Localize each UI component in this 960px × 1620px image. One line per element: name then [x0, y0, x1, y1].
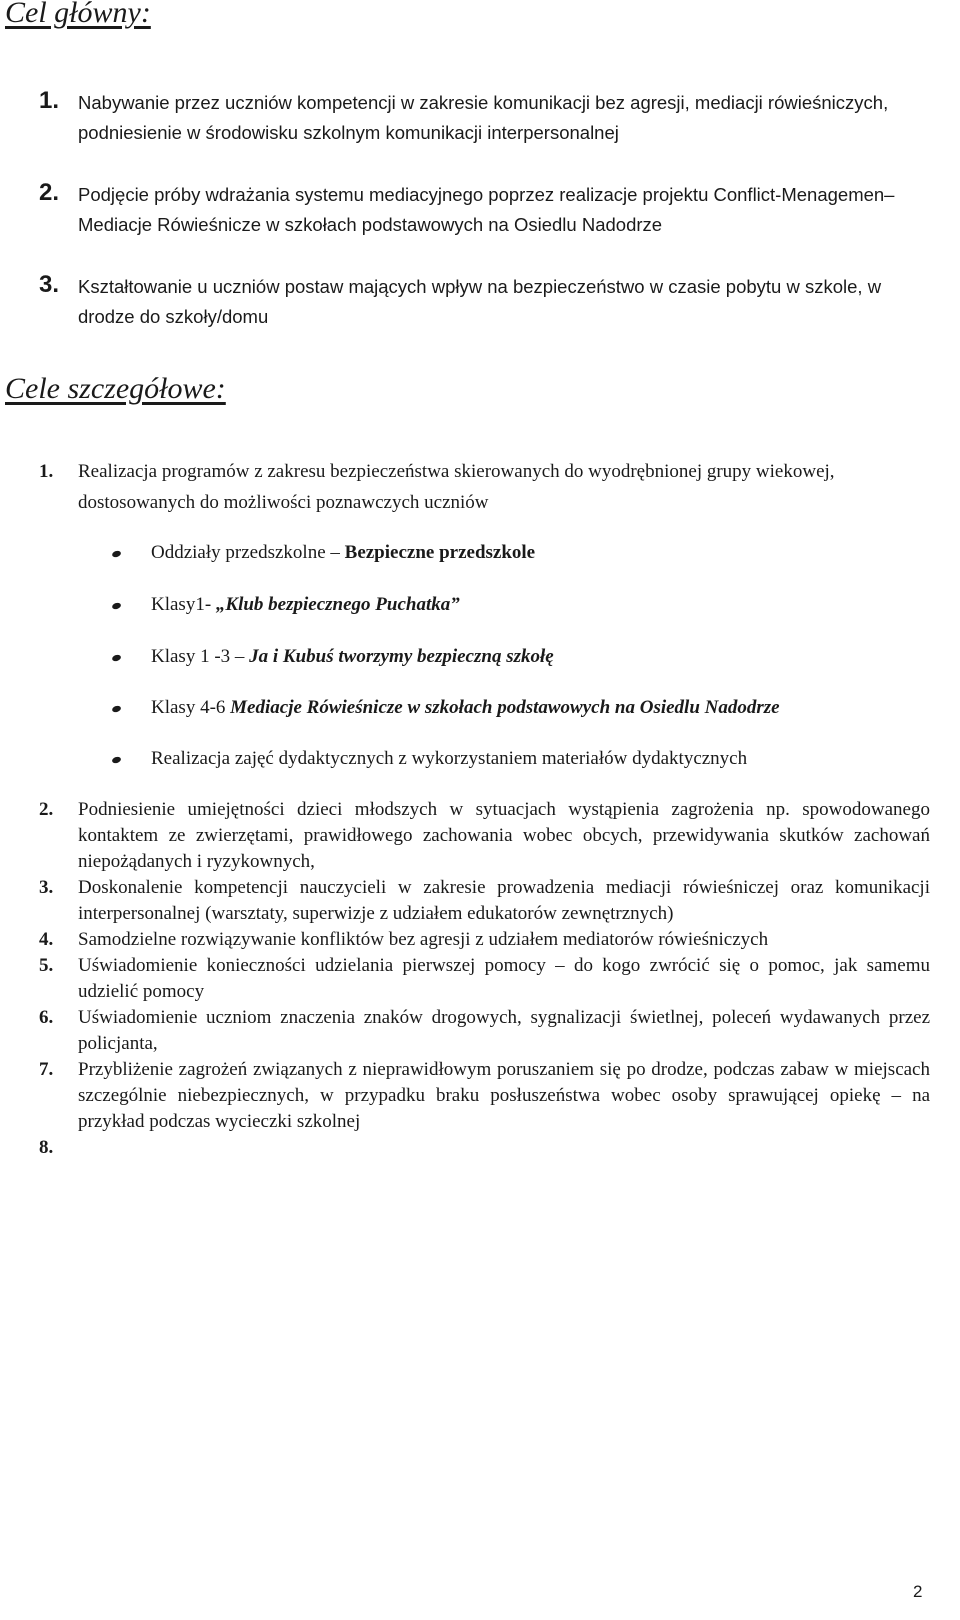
- item-number: 1.: [39, 87, 60, 114]
- bullet-icon: [111, 705, 121, 713]
- bullet-icon: [111, 602, 121, 610]
- bullet-label: Klasy 1 -3 –: [151, 646, 250, 667]
- item-text: Samodzielne rozwiązywanie konfliktów bez agresji z udziałem mediatorów rówieśniczych: [78, 929, 769, 950]
- bullet-text: [151, 695, 780, 721]
- item-text: Realizacja programów z zakresu bezpieczeństwa skierowanych do wyodrębnionej grupy wiekowej, dostosowanych do możliwości poznawczych uczniów: [78, 461, 835, 513]
- bullet-text: [151, 644, 554, 670]
- item-text: Doskonalenie kompetencji nauczycieli w zakresie prowadzenia mediacji rówieśniczej oraz komunikacji interpersonalnej (warsztaty, superwizje z udziałem edukatorów zewnętrznych): [78, 877, 930, 924]
- item-text: Kształtowanie u uczniów postaw mających wpływ na bezpieczeństwo w czasie pobytu w szkole, w drodze do szkoły/domu: [78, 276, 882, 327]
- item-text: Uświadomienie uczniom znaczenia znaków drogowych, sygnalizacji świetlnej, poleceń wydawanych przez policjanta,: [78, 1007, 930, 1054]
- item-text: Podjęcie próby wdrażania systemu mediacyjnego poprzez realizacje projektu Conflict-Menagemen– Mediacje Rówieśnicze w szkołach podstawowych na Osiedlu Nadodrze: [78, 184, 895, 235]
- bullet-item: [0, 695, 960, 721]
- detailed-goals-heading: Cele szczegółowe:: [5, 372, 226, 405]
- bullet-text: [151, 592, 460, 618]
- bullet-item: [0, 644, 960, 670]
- item-number: 3.: [39, 271, 60, 298]
- main-goal-heading: Cel główny:: [5, 0, 151, 29]
- item-number: 7.: [39, 1059, 54, 1080]
- bullet-icon: [111, 756, 121, 764]
- item-text: Uświadomienie konieczności udzielania pierwszej pomocy – do kogo zwrócić się o pomoc, jak samemu udzielić pomocy: [78, 955, 930, 1002]
- item-number: 2.: [39, 799, 54, 820]
- bullet-title: „Klub bezpiecznego Puchatka”: [215, 594, 460, 615]
- bullet-item: [0, 540, 960, 566]
- bullet-icon: [111, 550, 121, 558]
- item-number: 5.: [39, 955, 54, 976]
- bullet-label: Oddziały przedszkolne –: [151, 542, 345, 563]
- bullet-label: Klasy1-: [151, 594, 216, 615]
- item-number: 3.: [39, 877, 54, 898]
- bullet-label: Klasy 4-6: [151, 697, 231, 718]
- bullet-title: Mediacje Rówieśnicze w szkołach podstawowych na Osiedlu Nadodrze: [230, 697, 780, 718]
- item-number: 2.: [39, 179, 60, 206]
- item-text: Podniesienie umiejętności dzieci młodszych w sytuacjach wystąpienia zagrożenia np. spowodowanego kontaktem ze zwierzętami, prawidłowego zachowania wobec obcych, przewidywania skutków zachowań niepożądanych i ryzykownych,: [78, 799, 930, 872]
- item-number: 4.: [39, 929, 54, 950]
- bullet-text: [151, 746, 747, 772]
- bullet-item: [0, 746, 960, 772]
- bullet-text: [151, 540, 535, 566]
- bullet-item: [0, 592, 960, 618]
- item-text: Nabywanie przez uczniów kompetencji w zakresie komunikacji bez agresji, mediacji rówieśniczych, podniesienie w środowisku szkolnym komunikacji interpersonalnej: [78, 92, 889, 143]
- bullet-title: Ja i Kubuś tworzymy bezpieczną szkołę: [249, 646, 554, 667]
- item-number: 1.: [39, 461, 54, 482]
- bullet-title: Bezpieczne przedszkole: [344, 542, 536, 563]
- item-number: 8.: [39, 1137, 54, 1158]
- bullet-icon: [111, 654, 121, 662]
- page-number: 2: [913, 1582, 923, 1601]
- item-text: Przybliżenie zagrożeń związanych z nieprawidłowym poruszaniem się po drodze, podczas zabaw w miejscach szczególnie niebezpiecznych, w przypadku braku posłuszeństwa wobec osoby sprawującej opiekę – na przykład podczas wycieczki szkolnej: [78, 1059, 930, 1132]
- bullet-label: Realizacja zajęć dydaktycznych z wykorzystaniem materiałów dydaktycznych: [151, 748, 748, 769]
- item-number: 6.: [39, 1007, 54, 1028]
